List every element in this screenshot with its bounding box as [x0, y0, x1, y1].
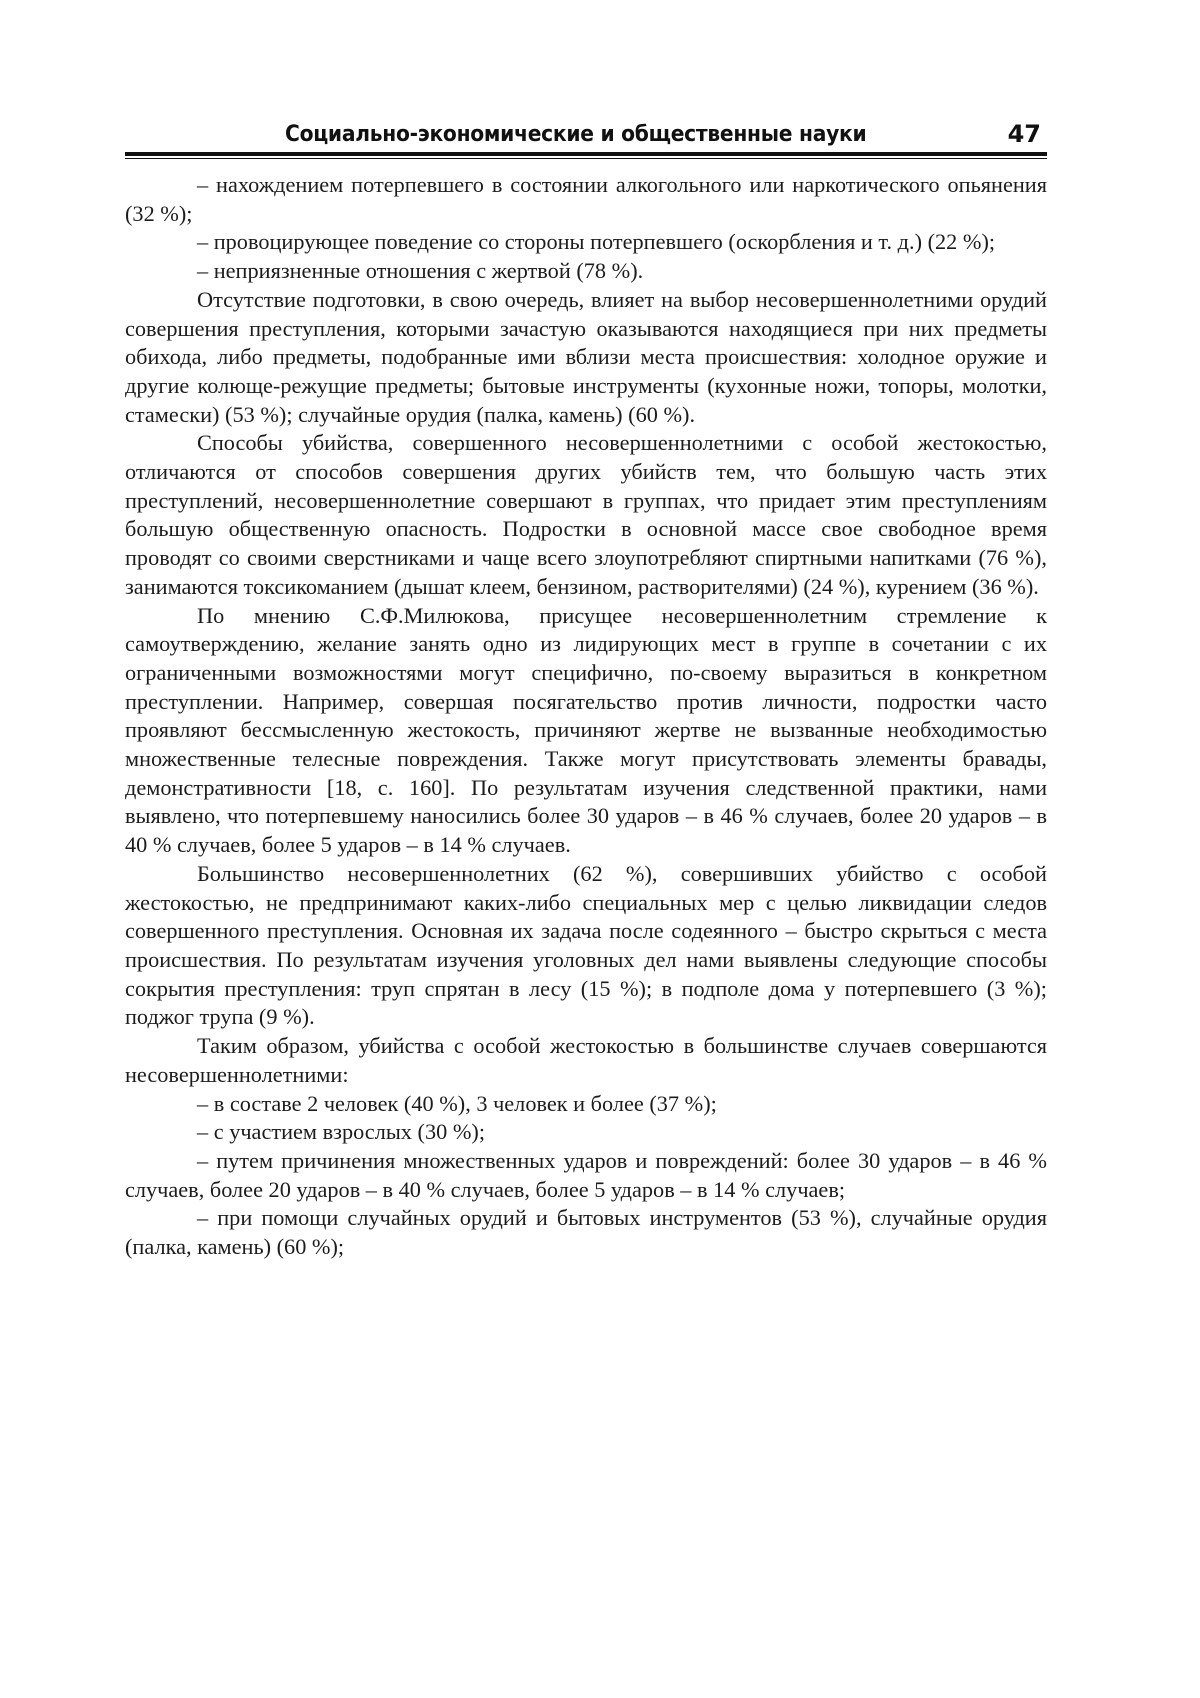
paragraph-8: Таким образом, убийства с особой жестокостью в большинстве случаев совершаются несовершеннолетними: — [125, 1033, 1047, 1087]
paragraph-11: – путем причинения множественных ударов и повреждений: более 30 ударов – в 46 % случаев, более 20 ударов – в 40 % случаев, более 5 ударов – в 14 % случаев; — [125, 1147, 1047, 1202]
paragraph-1: – нахождением потерпевшего в состоянии алкогольного или наркотического опьянения (32 %); — [125, 172, 1047, 226]
paragraph-9: – в составе 2 человек (40 %), 3 человек и более (37 %); — [197, 1090, 717, 1116]
paragraph-2: – провоцирующее поведение со стороны потерпевшего (оскорбления и т. д.) (22 %); — [197, 229, 996, 255]
paragraph-10: – с участием взрослых (30 %); — [197, 1119, 486, 1145]
paragraph-7: Большинство несовершеннолетних (62 %), совершивших убийство с особой жестокостью, не предпринимают каких-либо специальных мер с целью ликвидации следов совершенного преступления. Основная их задача после содеянного – быстро скрыться с места происшествия. По результатам изучения уголовных дел нами выявлены следующие способы сокрытия преступления: труп спрятан в лесу (15 %); в подполе дома у потерпевшего (3 %); поджог трупа (9 %). — [125, 860, 1047, 1030]
paragraph-12: – при помощи случайных орудий и бытовых инструментов (53 %), случайные орудия (палка, камень) (60 %); — [125, 1205, 1047, 1260]
document-page — [125, 118, 1047, 1262]
header-rule — [125, 152, 1047, 159]
page-number: 47 — [1007, 120, 1041, 148]
body-text — [125, 171, 1047, 1262]
paragraph-3: – неприязненные отношения с жертвой (78 %). — [197, 258, 644, 284]
running-header-title: Социально-экономические и общественные науки — [285, 122, 867, 147]
paragraph-6: По мнению С.Ф.Милюкова, присущее несовершеннолетним стремление к самоутверждению, желание занять одно из лидирующих мест в группе в сочетании с их ограниченными возможностями могут специфично, по-своему выразиться в конкретном преступлении. Например, совершая посягательство против личности, подростки часто проявляют бессмысленную жестокость, причиняют жертве не вызванные необходимостью множественные телесные повреждения. Также могут присутствовать элементы бравады, демонстративности [18, с. 160]. По результатам изучения следственной практики, нами выявлено, что потерпевшему наносились более 30 ударов – в 46 % случаев, более 20 ударов – в 40 % случаев, более 5 ударов – в 14 % случаев. — [125, 602, 1047, 858]
paragraph-5: Способы убийства, совершенного несовершеннолетними с особой жестокостью, отличаются от способов совершения других убийств тем, что большую часть этих преступлений, несовершеннолетние совершают в группах, что придает этим преступлениям большую общественную опасность. Подростки в основной массе свое свободное время проводят со своими сверстниками и чаще всего злоупотребляют спиртными напитками (76 %), занимаются токсикоманием (дышат клеем, бензином, растворителями) (24 %), курением (36 %). — [125, 430, 1047, 599]
paragraph-4: Отсутствие подготовки, в свою очередь, влияет на выбор несовершеннолетними орудий совершения преступления, которыми зачастую оказываются находящиеся при них предметы обихода, либо предметы, подобранные ими вблизи места происшествия: холодное оружие и другие колюще-режущие предметы; бытовые инструменты (кухонные ножи, топоры, молотки, стамески) (53 %); случайные орудия (палка, камень) (60 %). — [125, 286, 1047, 427]
running-header — [125, 118, 1047, 152]
